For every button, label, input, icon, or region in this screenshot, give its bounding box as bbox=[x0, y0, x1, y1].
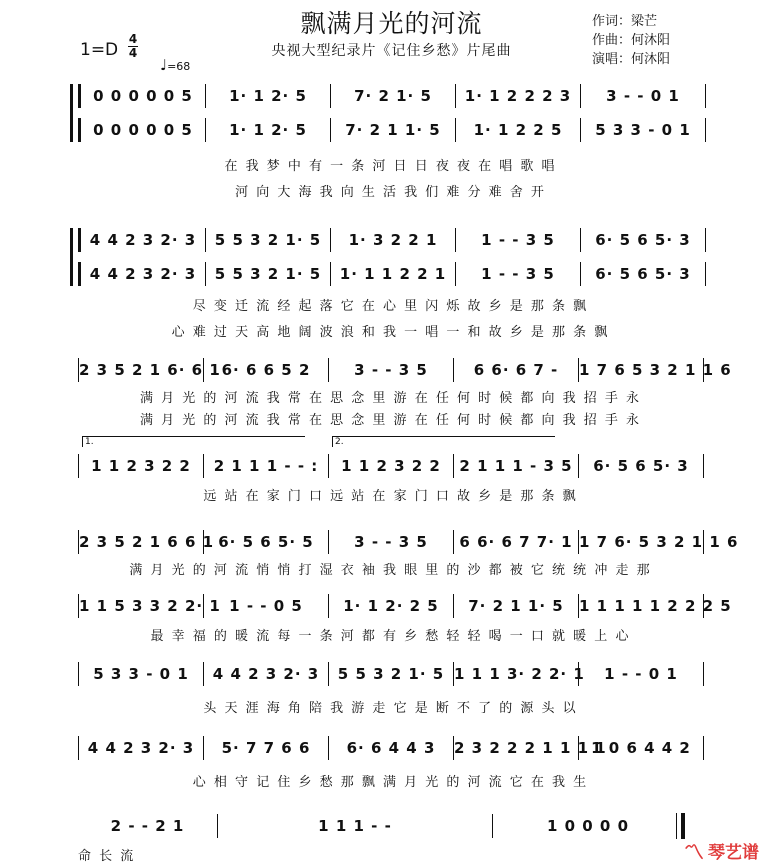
staff-row bbox=[78, 814, 703, 838]
measure: 3 - - 3 5 bbox=[329, 358, 454, 382]
measure: 2 3 2 2 2 1 1 1 1 bbox=[454, 736, 579, 760]
measure: 6· 5 6 5· 5 bbox=[204, 530, 329, 554]
measure: 6 6· 6 7 7· 1 bbox=[454, 530, 579, 554]
measure: 5 5 3 2 1· 5 bbox=[329, 662, 454, 686]
time-signature-bottom: 4 bbox=[128, 46, 138, 60]
measure: 1· 1 2· 5 bbox=[206, 84, 331, 108]
measure: 1 1 5 3 3 2 2· 1 bbox=[79, 594, 204, 618]
staff-row bbox=[78, 262, 706, 286]
measure: 1 - - 3 5 bbox=[456, 262, 581, 286]
measure: 1 - - 0 1 bbox=[579, 662, 704, 686]
composer-credit: 作曲：何沐阳 bbox=[592, 33, 671, 48]
lyric-line: 满 月 光 的 河 流 悄 悄 打 湿 衣 袖 我 眼 里 的 沙 都 被 它 统 统 冲 走 那 bbox=[129, 562, 652, 578]
lyric-line: 河 向 大 海 我 向 生 活 我 们 难 分 难 舍 开 bbox=[235, 184, 546, 200]
lyric-line: 头 天 涯 海 角 陪 我 游 走 它 是 断 不 了 的 源 头 以 bbox=[203, 700, 578, 716]
measure: 1 - - 3 5 bbox=[456, 228, 581, 252]
measure: 4 4 2 3 2· 3 bbox=[81, 262, 206, 286]
measure: 4 4 2 3 2· 3 bbox=[81, 228, 206, 252]
measure: 1 7 6· 5 3 2 1 1 6 bbox=[579, 530, 704, 554]
measure: 1 1 2 3 2 2 bbox=[79, 454, 204, 478]
measure: 1· 1 2 2 2 3 bbox=[456, 84, 581, 108]
second-ending-bracket: 2. bbox=[332, 436, 555, 447]
measure: 6· 5 6 5· 3 bbox=[579, 454, 704, 478]
logo-text: 琴艺谱 bbox=[708, 843, 759, 863]
measure: 1 1 1 3· 2 2· 1 bbox=[454, 662, 579, 686]
staff-row bbox=[78, 594, 732, 618]
measure: 6· 6 4 4 3 bbox=[329, 736, 454, 760]
measure: 5 5 3 2 1· 5 bbox=[206, 228, 331, 252]
tempo-value: =68 bbox=[167, 60, 191, 73]
lyric-line: 尽 变 迁 流 经 起 落 它 在 心 里 闪 烁 故 乡 是 那 条 飘 bbox=[192, 298, 589, 314]
measure: 2 3 5 2 1 6 6 1 bbox=[79, 530, 204, 554]
measure: 1· 1 1 2 2 1 bbox=[331, 262, 456, 286]
measure: 1 0 6 4 4 2 bbox=[579, 736, 704, 760]
measure: 4 4 2 3 2· 3 bbox=[204, 662, 329, 686]
measure: 5 3 3 - 0 1 bbox=[79, 662, 204, 686]
logo-icon: 〽 bbox=[684, 840, 704, 864]
measure: 1· 1 2· 5 bbox=[206, 118, 331, 142]
measure: 6· 5 6 5· 3 bbox=[581, 262, 706, 286]
measure: 7· 2 1· 5 bbox=[331, 84, 456, 108]
measure: 4 4 2 3 2· 3 bbox=[79, 736, 204, 760]
staff-row bbox=[78, 228, 706, 252]
song-subtitle: 央视大型纪录片《记住乡愁》片尾曲 bbox=[271, 43, 512, 59]
staff-row bbox=[78, 358, 732, 382]
measure: 2 3 5 2 1 6· 6 1 bbox=[79, 358, 204, 382]
staff-row bbox=[78, 736, 704, 760]
lyric-line: 最 幸 福 的 暖 流 每 一 条 河 都 有 乡 愁 轻 轻 喝 一 口 就 暖 上 心 bbox=[150, 628, 631, 644]
lyric-line: 满 月 光 的 河 流 我 常 在 思 念 里 游 在 任 何 时 候 都 向 我 招 手 永 bbox=[139, 390, 642, 406]
staff-row bbox=[78, 530, 739, 554]
measure: 6· 6 6 5 2 bbox=[204, 358, 329, 382]
measure: 1 1 1 1 1 2 2 2 5 bbox=[579, 594, 704, 618]
staff-row bbox=[78, 662, 704, 686]
measure: 0 0 0 0 0 5 bbox=[81, 84, 206, 108]
watermark-logo bbox=[684, 836, 759, 865]
staff-row bbox=[78, 118, 706, 142]
measure: 5 5 3 2 1· 5 bbox=[206, 262, 331, 286]
measure: 1 1 1 - - bbox=[218, 814, 493, 838]
lyric-line: 在 我 梦 中 有 一 条 河 日 日 夜 夜 在 唱 歌 唱 bbox=[224, 158, 557, 174]
measure: 2 1 1 1 - - : bbox=[204, 454, 329, 478]
measure: 1 1 2 3 2 2 bbox=[329, 454, 454, 478]
key-signature: 1=D bbox=[80, 40, 119, 60]
system-bracket bbox=[70, 84, 77, 142]
measure: 7· 2 1 1· 5 bbox=[454, 594, 579, 618]
measure: 1· 3 2 2 1 bbox=[331, 228, 456, 252]
final-barline-thin bbox=[676, 813, 677, 839]
measure: 1· 1 2· 2 5 bbox=[329, 594, 454, 618]
staff-row bbox=[78, 454, 704, 478]
lyric-line: 满 月 光 的 河 流 我 常 在 思 念 里 游 在 任 何 时 候 都 向 我 招 手 永 bbox=[139, 412, 642, 428]
measure: 2 - - 2 1 bbox=[78, 814, 218, 838]
lyric-line: 心 难 过 天 高 地 阔 波 浪 和 我 一 唱 一 和 故 乡 是 那 条 飘 bbox=[171, 324, 610, 340]
measure: 1 7 6 5 3 2 1 1 6 bbox=[579, 358, 704, 382]
time-signature bbox=[128, 34, 138, 59]
measure: 5 3 3 - 0 1 bbox=[581, 118, 706, 142]
lyric-line: 远 站 在 家 门 口 远 站 在 家 门 口 故 乡 是 那 条 飘 bbox=[203, 488, 578, 504]
measure: 7· 2 1 1· 5 bbox=[331, 118, 456, 142]
lyric-line: 心 相 守 记 住 乡 愁 那 飘 满 月 光 的 河 流 它 在 我 生 bbox=[192, 774, 589, 790]
credits bbox=[592, 12, 670, 69]
time-signature-top: 4 bbox=[128, 32, 138, 46]
measure: 1· 1 2 2 5 bbox=[456, 118, 581, 142]
measure: 0 0 0 0 0 5 bbox=[81, 118, 206, 142]
measure: 6 6· 6 7 - bbox=[454, 358, 579, 382]
measure: 3 - - 0 1 bbox=[581, 84, 706, 108]
song-title: 飘满月光的河流 bbox=[300, 9, 483, 38]
measure: 1 0 0 0 0 bbox=[546, 817, 630, 835]
measure: 6· 5 6 5· 3 bbox=[581, 228, 706, 252]
measure: 3 - - 3 5 bbox=[329, 530, 454, 554]
lyricist-credit: 作词：梁芒 bbox=[592, 14, 658, 29]
tempo-marking bbox=[160, 56, 190, 74]
measure: 1 - - 0 5 bbox=[204, 594, 329, 618]
measure: 5· 7 7 6 6 bbox=[204, 736, 329, 760]
staff-row bbox=[78, 84, 706, 108]
quarter-note-icon: ♩ bbox=[160, 56, 168, 74]
lyric-line: 命 长 流 bbox=[78, 848, 136, 864]
first-ending-bracket: 1. bbox=[82, 436, 305, 447]
singer-credit: 演唱：何沐阳 bbox=[592, 52, 671, 67]
system-bracket bbox=[70, 228, 77, 286]
measure: 2 1 1 1 - 3 5 bbox=[454, 454, 579, 478]
